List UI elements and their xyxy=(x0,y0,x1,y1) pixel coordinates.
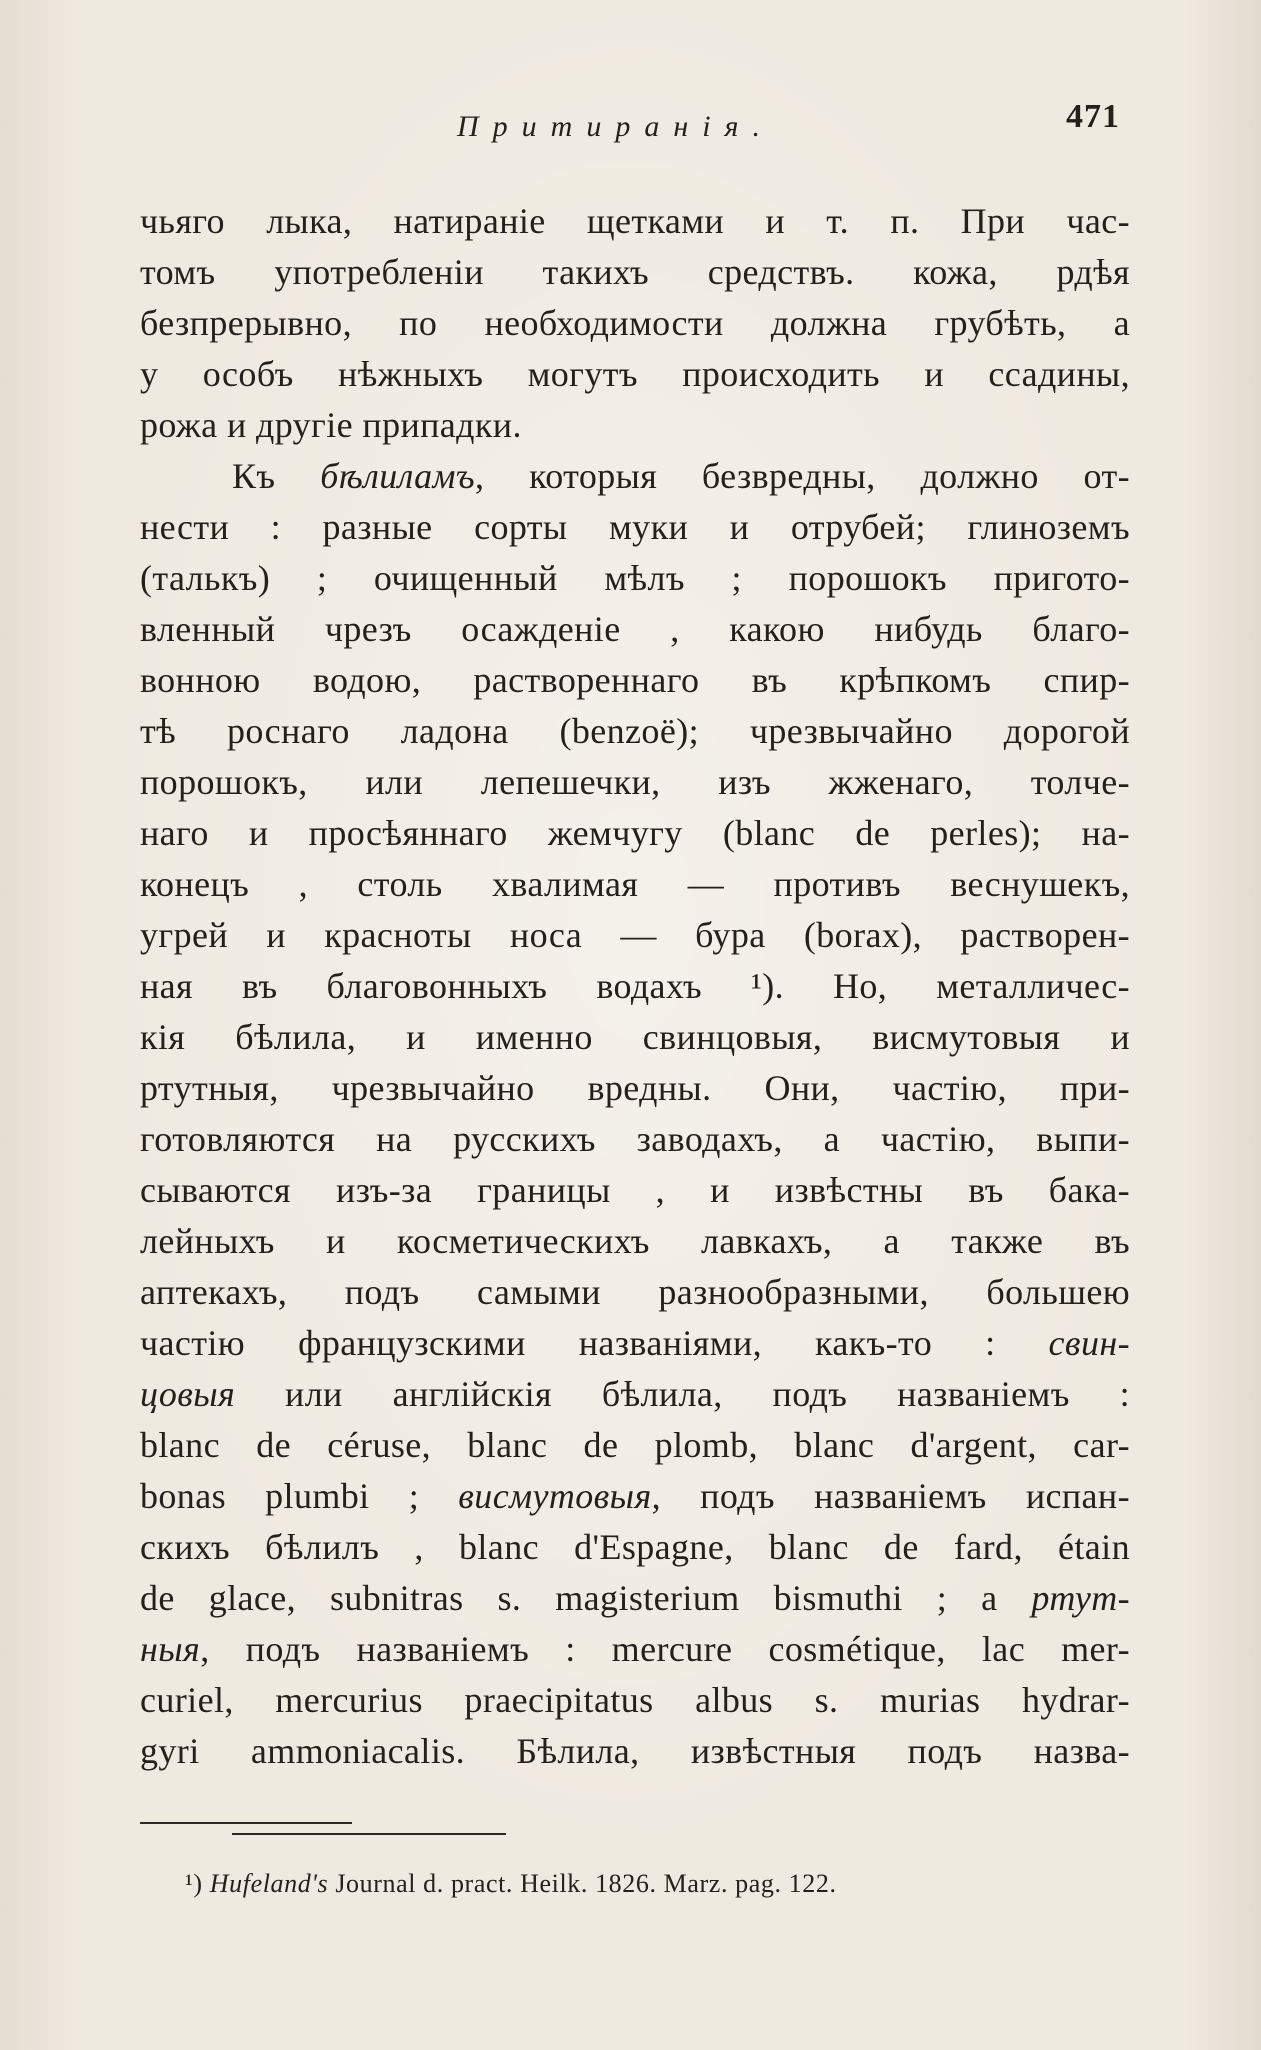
body-text xyxy=(140,196,1130,1777)
text-line: вонною водою, раствореннаго въ крѣпкомъ спир- xyxy=(140,660,1130,700)
text-line xyxy=(140,1624,1130,1675)
text-line xyxy=(140,1369,1130,1420)
text-line: готовляются на русскихъ заводахъ, а частію, выпи- xyxy=(140,1119,1130,1159)
text-segment: de glace, subnitras s. magisterium bismuthi ; а xyxy=(140,1578,1032,1618)
text-line: ная въ благовонныхъ водахъ ¹). Но, металличес- xyxy=(140,966,1130,1006)
italic-term: висмутовыя xyxy=(458,1476,652,1516)
text-line: томъ употребленіи такихъ средствъ. кожа, рдѣя xyxy=(140,252,1130,292)
text-line: у особъ нѣжныхъ могутъ происходить и ссадины, xyxy=(140,354,1130,394)
text-line: угрей и красноты носа — бура (borax), растворен- xyxy=(140,915,1130,955)
italic-term: бѣлиламъ xyxy=(320,456,476,496)
text-line: аптекахъ, подъ самыми разнообразными, большею xyxy=(140,1272,1130,1312)
text-line: рожа и другіе припадки. xyxy=(140,405,522,445)
text-segment: , подъ названіемъ испан- xyxy=(651,1476,1130,1516)
text-line: лейныхъ и косметическихъ лавкахъ, а также въ xyxy=(140,1221,1130,1261)
text-line: ртутныя, чрезвычайно вредны. Они, частію, при- xyxy=(140,1068,1130,1108)
text-segment: , подъ названіемъ : mercure cosmétique, lac mer- xyxy=(200,1629,1130,1669)
italic-term: ныя xyxy=(140,1629,201,1669)
italic-term: свин- xyxy=(1048,1323,1130,1363)
text-line: скихъ бѣлилъ , blanc d'Espagne, blanc de fard, étain xyxy=(140,1527,1130,1567)
text-line xyxy=(140,451,1130,502)
text-line xyxy=(140,1471,1130,1522)
text-line: кія бѣлила, и именно свинцовыя, висмутовыя и xyxy=(140,1017,1130,1057)
text-line: вленный чрезъ осажденіе , какою нибудь благо- xyxy=(140,609,1130,649)
text-segment: bonas plumbi ; xyxy=(140,1476,459,1516)
text-line xyxy=(140,1573,1130,1624)
footnote-rule xyxy=(140,1822,352,1824)
text-segment: , которыя безвредны, должно от- xyxy=(475,456,1131,496)
text-line: порошокъ, или лепешечки, изъ жженаго, толче- xyxy=(140,762,1130,802)
footnote-marker: ¹) xyxy=(185,1869,210,1898)
page-number: 471 xyxy=(1066,98,1120,135)
text-segment: Къ xyxy=(232,456,321,496)
footnote xyxy=(185,1866,1065,1902)
text-line: нести : разные сорты муки и отрубей; глиноземъ xyxy=(140,507,1130,547)
text-line: безпрерывно, по необходимости должна грубѣть, а xyxy=(140,303,1130,343)
text-line: наго и просѣяннаго жемчугу (blanc de perles); на- xyxy=(140,813,1130,853)
text-line: чьяго лыка, натираніе щетками и т. п. При час- xyxy=(140,201,1130,241)
text-line: конецъ , столь хвалимая — противъ веснушекъ, xyxy=(140,864,1130,904)
text-segment: или англійскія бѣлила, подъ названіемъ : xyxy=(235,1374,1130,1414)
text-line: (талькъ) ; очищенный мѣлъ ; порошокъ пригото- xyxy=(140,558,1130,598)
text-line: blanc de céruse, blanc de plomb, blanc d'argent, car- xyxy=(140,1425,1130,1465)
footnote-author: Hufeland's xyxy=(209,1869,329,1898)
text-line xyxy=(140,1318,1130,1369)
footnote-rule xyxy=(232,1833,506,1835)
footnote-citation: Journal d. pract. Heilk. 1826. Marz. pag. 122. xyxy=(328,1869,837,1898)
text-line: тѣ роснаго ладона (benzoë); чрезвычайно дорогой xyxy=(140,711,1130,751)
text-segment: частію французскими названіями, какъ-то : xyxy=(140,1323,1049,1363)
italic-term: ртут- xyxy=(1031,1578,1130,1618)
text-line: curiel, mercurius praecipitatus albus s. murias hydrar- xyxy=(140,1680,1130,1720)
italic-term: цовыя xyxy=(140,1374,236,1414)
text-line: сываются изъ-за границы , и извѣстны въ бака- xyxy=(140,1170,1130,1210)
text-line: gyri ammoniacalis. Бѣлила, извѣстныя подъ назва- xyxy=(140,1731,1130,1771)
running-title: Притиранія. xyxy=(457,110,774,143)
